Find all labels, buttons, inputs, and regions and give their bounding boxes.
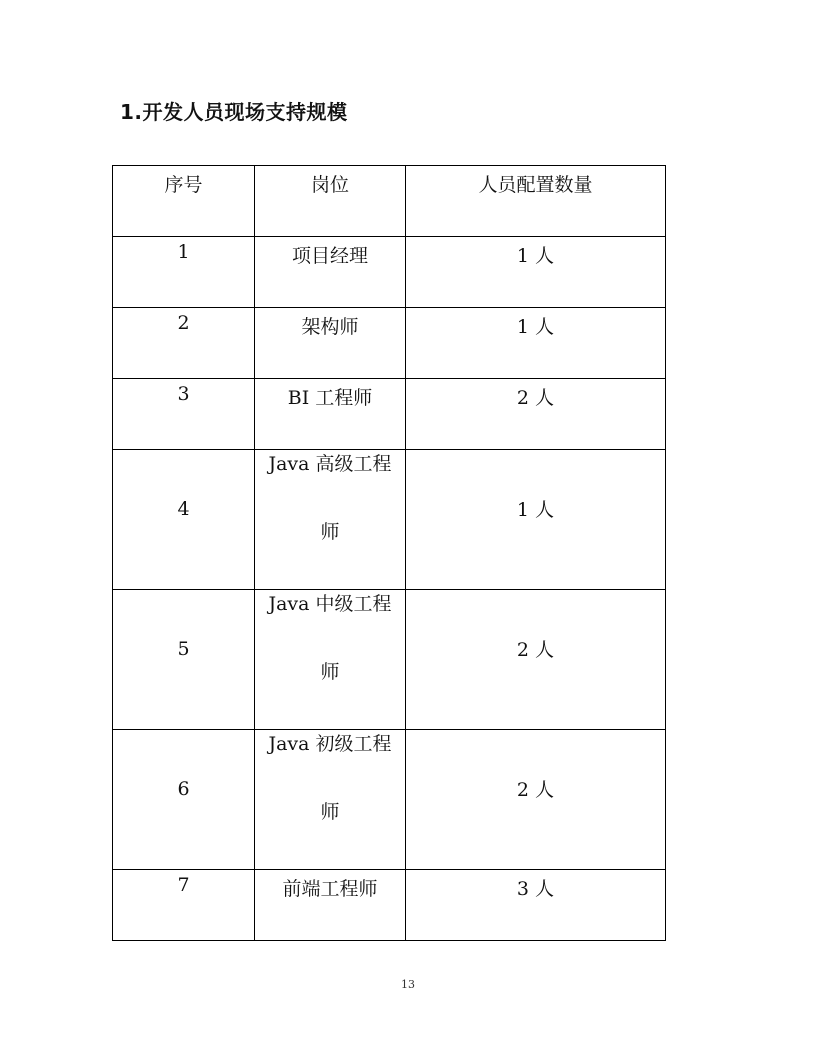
header-no: 序号 (164, 174, 203, 196)
row-count: 3 人 (516, 878, 555, 900)
row-count: 2 人 (516, 779, 555, 801)
row-position-line2: 师 (320, 661, 340, 683)
row-no: 6 (177, 777, 190, 800)
row-position (255, 430, 405, 566)
table-row (113, 590, 666, 730)
row-no: 7 (177, 874, 190, 896)
row-position-line2: 师 (320, 801, 340, 823)
staffing-table (112, 165, 666, 941)
row-position (255, 570, 405, 706)
row-no: 4 (177, 497, 190, 520)
table-row (113, 450, 666, 590)
table-row (113, 237, 666, 308)
page-number: 13 (401, 978, 415, 991)
row-position-line1: Java 中级工程 (268, 593, 392, 615)
table-header-row (113, 166, 666, 237)
row-position: 前端工程师 (282, 878, 378, 900)
row-count: 1 人 (516, 499, 555, 521)
section-heading: 1.开发人员现场支持规模 (120, 100, 348, 124)
row-position (255, 710, 405, 846)
row-no: 5 (177, 637, 190, 660)
row-position-line1: Java 初级工程 (268, 733, 392, 755)
row-count: 1 人 (516, 245, 555, 267)
row-count: 1 人 (516, 316, 555, 338)
header-position: 岗位 (310, 174, 349, 196)
row-count: 2 人 (516, 639, 555, 661)
row-position: BI 工程师 (287, 387, 373, 409)
row-count: 2 人 (516, 387, 555, 409)
row-position: 架构师 (301, 316, 359, 338)
row-no: 1 (177, 241, 190, 263)
row-position: 项目经理 (291, 245, 368, 267)
row-no: 3 (177, 383, 190, 405)
row-no: 2 (177, 312, 190, 334)
table-row (113, 870, 666, 941)
table-row (113, 730, 666, 870)
table-row (113, 308, 666, 379)
row-position-line2: 师 (320, 521, 340, 543)
row-position-line1: Java 高级工程 (268, 453, 392, 475)
header-count: 人员配置数量 (478, 174, 593, 196)
